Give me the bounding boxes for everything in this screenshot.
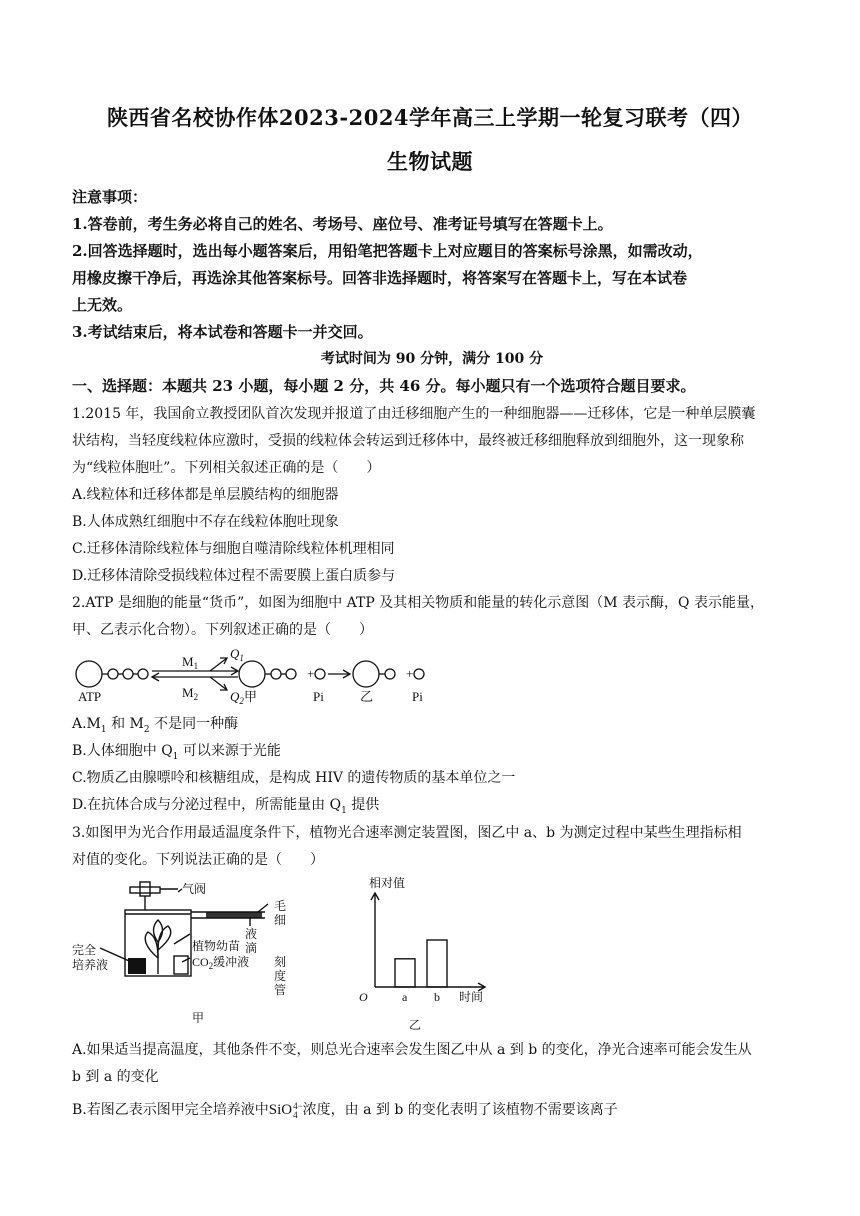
svg-text:+: + [406, 666, 414, 681]
bar-chart-yi [355, 873, 505, 1033]
capillary-label-4: 度 [274, 969, 287, 983]
q2-arrow [210, 677, 227, 690]
svg-text:+: + [307, 666, 315, 681]
capillary-label-5: 管 [274, 983, 287, 997]
m2-label: $M_2$ [182, 685, 199, 702]
q1-arrow [210, 658, 227, 671]
plant-label: 植物幼苗 [192, 939, 241, 953]
q1-option-d: D.迁移体清除受损线粒体过程不需要膜上蛋白质参与 [72, 568, 396, 584]
q2-option-a: $A.M_1$ 和 $M_2$ 不是同一种酶 [72, 716, 239, 735]
solution-label-2: 培养液 [72, 958, 109, 972]
capillary-label-1: 毛 [274, 899, 287, 913]
silicate-ion: SiO 4− 4 [268, 1100, 303, 1120]
q2-option-c: C.物质乙由腺嘌呤和核糖组成，是构成 HIV 的遗传物质的基本单位之一 [72, 770, 516, 786]
note-3: 3.考试结束后，将本试卷和答题卡一并交回。 [72, 323, 373, 341]
q1-stem-line-1: 1.2015 年，我国俞立教授团队首次发现并报道了由迁移细胞产生的一种细胞器——迁移体，它是一种单层膜囊 [72, 406, 756, 422]
notes-heading: 注意事项： [72, 188, 148, 206]
q2-label: $Q_2$ [230, 689, 244, 706]
pi-circle-1 [315, 669, 325, 679]
exam-title: 陕西省名校协作体2023-2024学年高三上学期一轮复习联考（四） [106, 105, 754, 130]
chart-x-label: 时间 [459, 990, 484, 1004]
q1-option-b: B.人体成熟红细胞中不存在线粒体胞吐现象 [72, 514, 339, 530]
tick-label-a: a [402, 990, 408, 1004]
pi-circle-2 [414, 669, 424, 679]
liquid-drop [206, 912, 262, 918]
atp-label: ATP [78, 689, 102, 704]
yi-circle [353, 661, 379, 687]
exam-time: 考试时间为 90 分钟，满分 100 分 [320, 351, 544, 367]
q3-stem-line-2: 对值的变化。下列说法正确的是（ ） [72, 852, 324, 868]
q3-option-a-line-1: A.如果适当提高温度，其他条件不变，则总光合速率会发生图乙中从 a 到 b 的变化，净光合速率可能会发生从 [72, 1042, 752, 1058]
atp-adenosine-circle [76, 661, 102, 687]
q3-stem-line-1: 3.如图甲为光合作用最适温度条件下，植物光合速率测定装置图，图乙中 a、b 为测定过程中某些生理指标相 [72, 825, 742, 841]
q1-option-a: A.线粒体和迁移体都是单层膜结构的细胞器 [72, 487, 339, 503]
q2-stem-line-2: 甲、乙表示化合物）。下列叙述正确的是（ ） [72, 622, 373, 638]
q3-option-b: B.若图乙表示图甲完全培养液中SiO 4− 4 浓度，由 a 到 b 的变化表明了该植物不需要该离子 [72, 1100, 618, 1120]
bar-b [427, 940, 447, 987]
q2-option-d: D.在抗体合成与分泌过程中，所需能量由 $Q_1$ 提供 [72, 797, 380, 816]
pi-label-1: Pi [313, 689, 324, 704]
yi-label: 乙 [360, 689, 374, 704]
apparatus-figure-jia [70, 878, 320, 1028]
valve-body [140, 882, 150, 896]
q1-stem-line-3: 为“线粒体胞吐”。下列相关叙述正确的是（ ） [72, 460, 381, 476]
chart-y-label: 相对值 [369, 876, 406, 890]
bar-a [395, 959, 415, 987]
chart-origin: O [359, 990, 368, 1004]
drop-label-2: 滴 [245, 941, 258, 955]
capillary-label-2: 细 [274, 913, 287, 927]
buffer-label: $CO_2$缓冲液 [192, 955, 250, 971]
q1-stem-line-2: 状结构，当轻度线粒体应激时，受损的线粒体会转运到迁移体中，最终被迁移细胞释放到细胞外，这一现象称 [72, 433, 744, 449]
q2-option-b: B.人体细胞中 $Q_1$ 可以来源于光能 [72, 743, 281, 762]
valve-label: 气阀 [182, 882, 207, 896]
q1-option-c: C.迁移体清除线粒体与细胞自噬清除线粒体机理相同 [72, 541, 395, 557]
section-1-heading: 一、选择题：本题共 23 小题，每小题 2 分，共 46 分。每小题只有一个选项符合题目要求。 [72, 377, 696, 395]
q3-option-a-line-2: b 到 a 的变化 [72, 1069, 159, 1085]
exam-subtitle: 生物试题 [387, 149, 473, 174]
figure-yi-caption: 乙 [409, 1018, 422, 1032]
pi-label-2: Pi [412, 689, 423, 704]
note-1: 1.答卷前，考生务必将自己的姓名、考场号、座位号、准考证号填写在答题卡上。 [72, 215, 613, 233]
solution-label-1: 完全 [72, 943, 97, 957]
jia-label: 甲 [244, 689, 258, 704]
m1-label: $M_1$ [182, 654, 199, 671]
buffer-beaker [174, 956, 188, 974]
atp-conversion-diagram [70, 644, 450, 706]
jia-circle [239, 661, 265, 687]
q1-label: $Q_1$ [230, 646, 244, 663]
drop-label-1: 液 [245, 927, 258, 941]
figure-jia-caption: 甲 [192, 1011, 205, 1025]
note-2-line-2: 用橡皮擦干净后，再选涂其他答案标号。回答非选择题时，将答案写在答题卡上，写在本试卷 [72, 269, 688, 287]
q2-stem-line-1: 2.ATP 是细胞的能量“货币”，如图为细胞中 ATP 及其相关物质和能量的转化示意图（M 表示酶，Q 表示能量， [72, 595, 764, 611]
capillary-label-3: 刻 [274, 955, 287, 969]
note-2-line-1: 2.回答选择题时，选出每小题答案后，用铅笔把答题卡上对应题目的答案标号涂黑，如需改动， [72, 242, 703, 260]
note-2-line-3: 上无效。 [72, 296, 133, 314]
tick-label-b: b [434, 990, 440, 1004]
